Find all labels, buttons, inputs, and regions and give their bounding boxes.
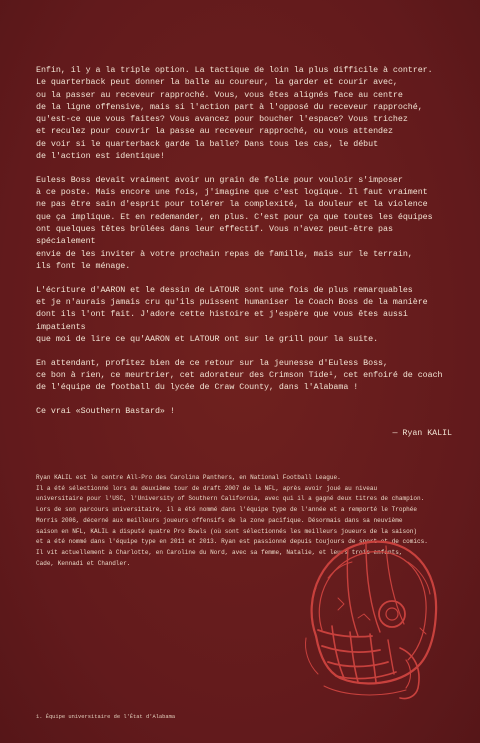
paragraph-triple-option: Enfin, il y a la triple option. La tactique de loin la plus difficile à contrer. Le quarterback peut donner la balle au coureur, la garder et courir avec, ou la passer au receveur rapproché. Vous, vous êtes alignés face au centre de la ligne offensive, mais si l'action part à l'opposé du receveur rapproché, qu'est-ce que vous faites? Vous avancez pour boucher l'espace? Vous trichez et reculez pour couvrir la passe au receveur rapproché, ou vous attendez de voir si le quarterback garde la balle? Dans tous les cas, le début de l'action est identique!	[36, 65, 433, 162]
signature: — Ryan KALIL	[392, 427, 452, 438]
paragraph-creators: L'écriture d'AARON et le dessin de LATOUR sont une fois de plus remarquables et je n'aurais jamais cru qu'ils puissent humaniser le Coach Boss de la manière dont ils l'ont fait. J'adore cette histoire et j'espère que vous êtes aussi impatients que moi de lire ce qu'AARON et LATOUR ont sur le grill pour la suite.	[36, 284, 428, 344]
football-helmet-sketch-icon	[288, 518, 448, 708]
paragraph-meanwhile: En attendant, profitez bien de ce retour sur la jeunesse d'Euless Boss, ce bon à rien, ce meurtrier, cet adorateur des Crimson Tide¹, cet enfoiré de coach de l'équipe de football du lycée de Craw County, dans l'Alabama !	[36, 357, 443, 393]
paragraph-euless-boss: Euless Boss devait vraiment avoir un grain de folie pour vouloir s'imposer à ce poste. Mais encore une fois, j'imagine que c'est logique. Il faut vraiment ne pas être sain d'esprit pour tolérer la complexité, la douleur et la violence que ça implique. Et en redemander, en plus. C'est pour ça que toutes les équipes ont quelques têtes brûlées dans leur effectif. Vous n'avez peut-être pas spécialement envie de les inviter à votre prochain repas de famille, mais sur le terrain, ils font le ménage.	[36, 174, 433, 271]
author-bio: Ryan KALIL est le centre All-Pro des Carolina Panthers, en National Football League. Il a été sélectionné lors du deuxième tour de draft 2007 de la NFL, après avoir joué au niveau universitaire pour l'USC, l'University of Southern California, avec qui il a gagné deux titres de champion. Lors de son parcours universitaire, il a été nommé dans l'équipe type de l'année et a remporté le Trophée Morris 2006, décerné aux meilleurs joueurs offensifs de la zone pacifique. Désormais dans sa neuvième saison en NFL, KALIL a disputé quatre Pro Bowls (où sont sélectionnés les meilleurs joueurs de la saison) et a été nommé dans l'équipe type en 2011 et 2013. Ryan est passionné depuis toujours de sport et de comics. Il vit actuellement à Charlotte, en Caroline du Nord, avec sa femme, Natalie, et leurs trois enfants, Cade, Kennadi et Chandler.	[36, 474, 428, 567]
preface-body	[36, 64, 454, 451]
footnote: 1. Équipe universitaire de l'État d'Alabama	[36, 714, 176, 720]
paragraph-southern-bastard: Ce vrai «Southern Bastard» !	[36, 406, 175, 417]
